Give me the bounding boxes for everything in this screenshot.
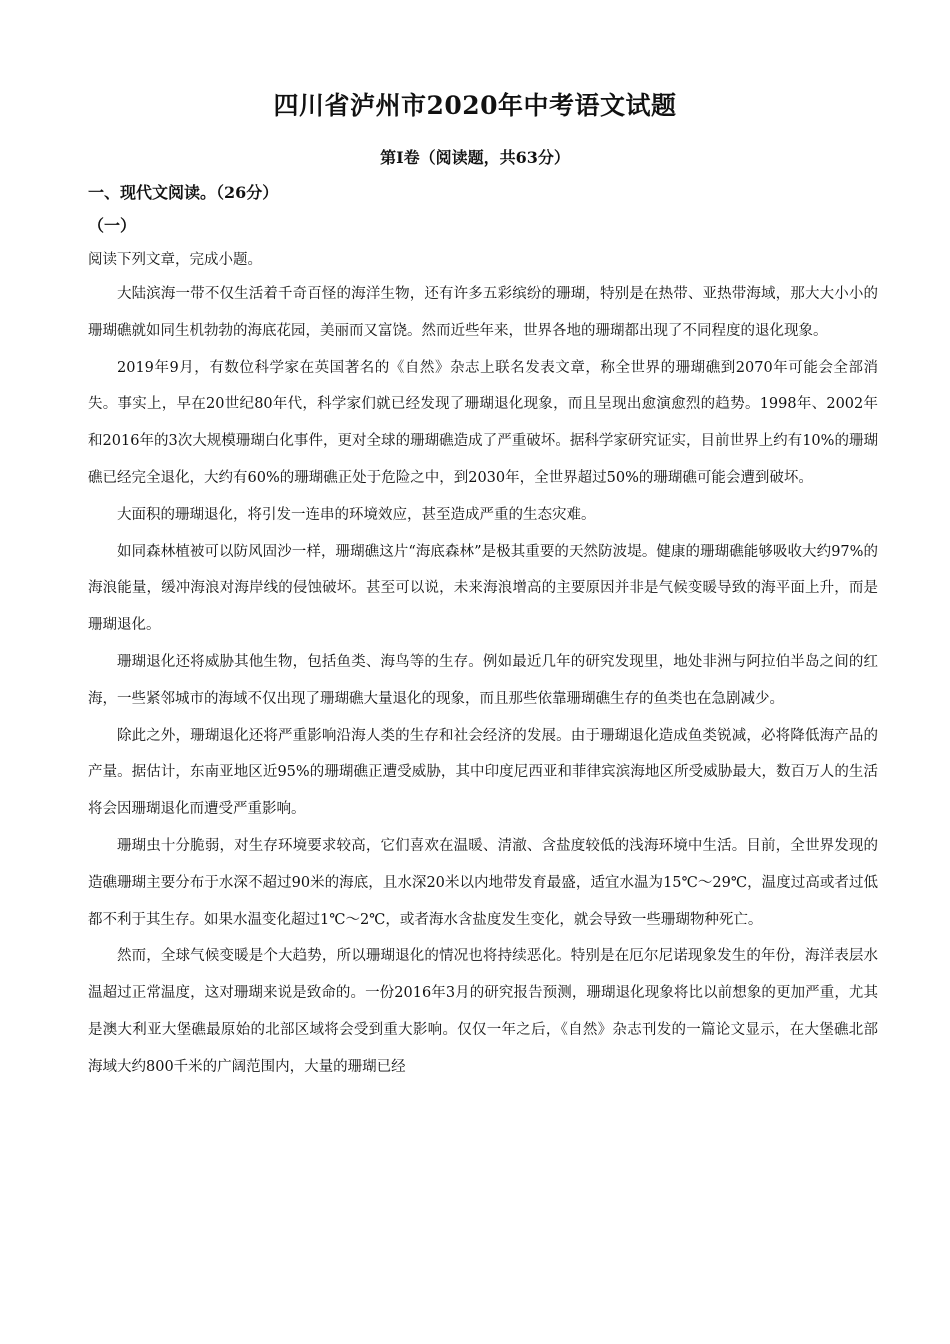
paper-part-heading: 第Ⅰ卷（阅读题，共63分）: [380, 148, 570, 167]
subsection-heading: （一）: [88, 216, 137, 235]
page-title: 四川省泸州市2020年中考语文试题: [273, 91, 677, 120]
article-body: [88, 276, 878, 1086]
article-paragraph: 然而，全球气候变暖是个大趋势，所以珊瑚退化的情况也将持续恶化。特别是在厄尔尼诺现象发生的年份，海洋表层水温超过正常温度，这对珊瑚来说是致命的。一份2016年3月的研究报告预测，珊瑚退化现象将比以前想象的更加严重，尤其是澳大利亚大堡礁最原始的北部区域将会受到重大影响。仅仅一年之后，《自然》杂志刊发的一篇论文显示，在大堡礁北部海域大约800千米的广阔范围内，大量的珊瑚已经: [88, 948, 878, 1075]
article-paragraph: 2019年9月，有数位科学家在英国著名的《自然》杂志上联名发表文章，称全世界的珊瑚礁到2070年可能会全部消失。事实上，早在20世纪80年代，科学家们就已经发现了珊瑚退化现象，而且呈现出愈演愈烈的趋势。1998年、2002年和2016年的3次大规模珊瑚白化事件，更对全球的珊瑚礁造成了严重破坏。据科学家研究证实，目前世界上约有10%的珊瑚礁已经完全退化，大约有60%的珊瑚礁正处于危险之中，到2030年，全世界超过50%的珊瑚礁可能会遭到破坏。: [88, 359, 878, 486]
article-paragraph: 珊瑚退化还将威胁其他生物，包括鱼类、海鸟等的生存。例如最近几年的研究发现里，地处非洲与阿拉伯半岛之间的红海，一些紧邻城市的海域不仅出现了珊瑚礁大量退化的现象，而且那些依靠珊瑚礁生存的鱼类也在急剧减少。: [88, 653, 878, 707]
article-paragraph: 如同森林植被可以防风固沙一样，珊瑚礁这片“海底森林”是极其重要的天然防波堤。健康的珊瑚礁能够吸收大约97%的海浪能量，缓冲海浪对海岸线的侵蚀破坏。甚至可以说，未来海浪增高的主要原因并非是气候变暖导致的海平面上升，而是珊瑚退化。: [88, 543, 878, 634]
article-paragraph: 除此之外，珊瑚退化还将严重影响沿海人类的生存和社会经济的发展。由于珊瑚退化造成鱼类锐减，必将降低海产品的产量。据估计，东南亚地区近95%的珊瑚礁正遭受威胁，其中印度尼西亚和菲律宾滨海地区所受威胁最大，数百万人的生活将会因珊瑚退化而遭受严重影响。: [88, 727, 878, 818]
section-heading: 一、现代文阅读。（26分）: [88, 183, 279, 202]
article-paragraph: 大面积的珊瑚退化，将引发一连串的环境效应，甚至造成严重的生态灾难。: [117, 506, 596, 523]
reading-instruction: 阅读下列文章，完成小题。: [88, 252, 262, 268]
article-paragraph: 珊瑚虫十分脆弱，对生存环境要求较高，它们喜欢在温暖、清澈、含盐度较低的浅海环境中生活。目前，全世界发现的造礁珊瑚主要分布于水深不超过90米的海底，且水深20米以内地带发育最盛，适宜水温为15℃～29℃，温度过高或者过低都不利于其生存。如果水温变化超过1℃～2℃，或者海水含盐度发生变化，就会导致一些珊瑚物种死亡。: [88, 837, 878, 928]
article-paragraph: 大陆滨海一带不仅生活着千奇百怪的海洋生物，还有许多五彩缤纷的珊瑚，特别是在热带、亚热带海域，那大大小小的珊瑚礁就如同生机勃勃的海底花园，美丽而又富饶。然而近些年来，世界各地的珊瑚都出现了不同程度的退化现象。: [88, 286, 878, 339]
